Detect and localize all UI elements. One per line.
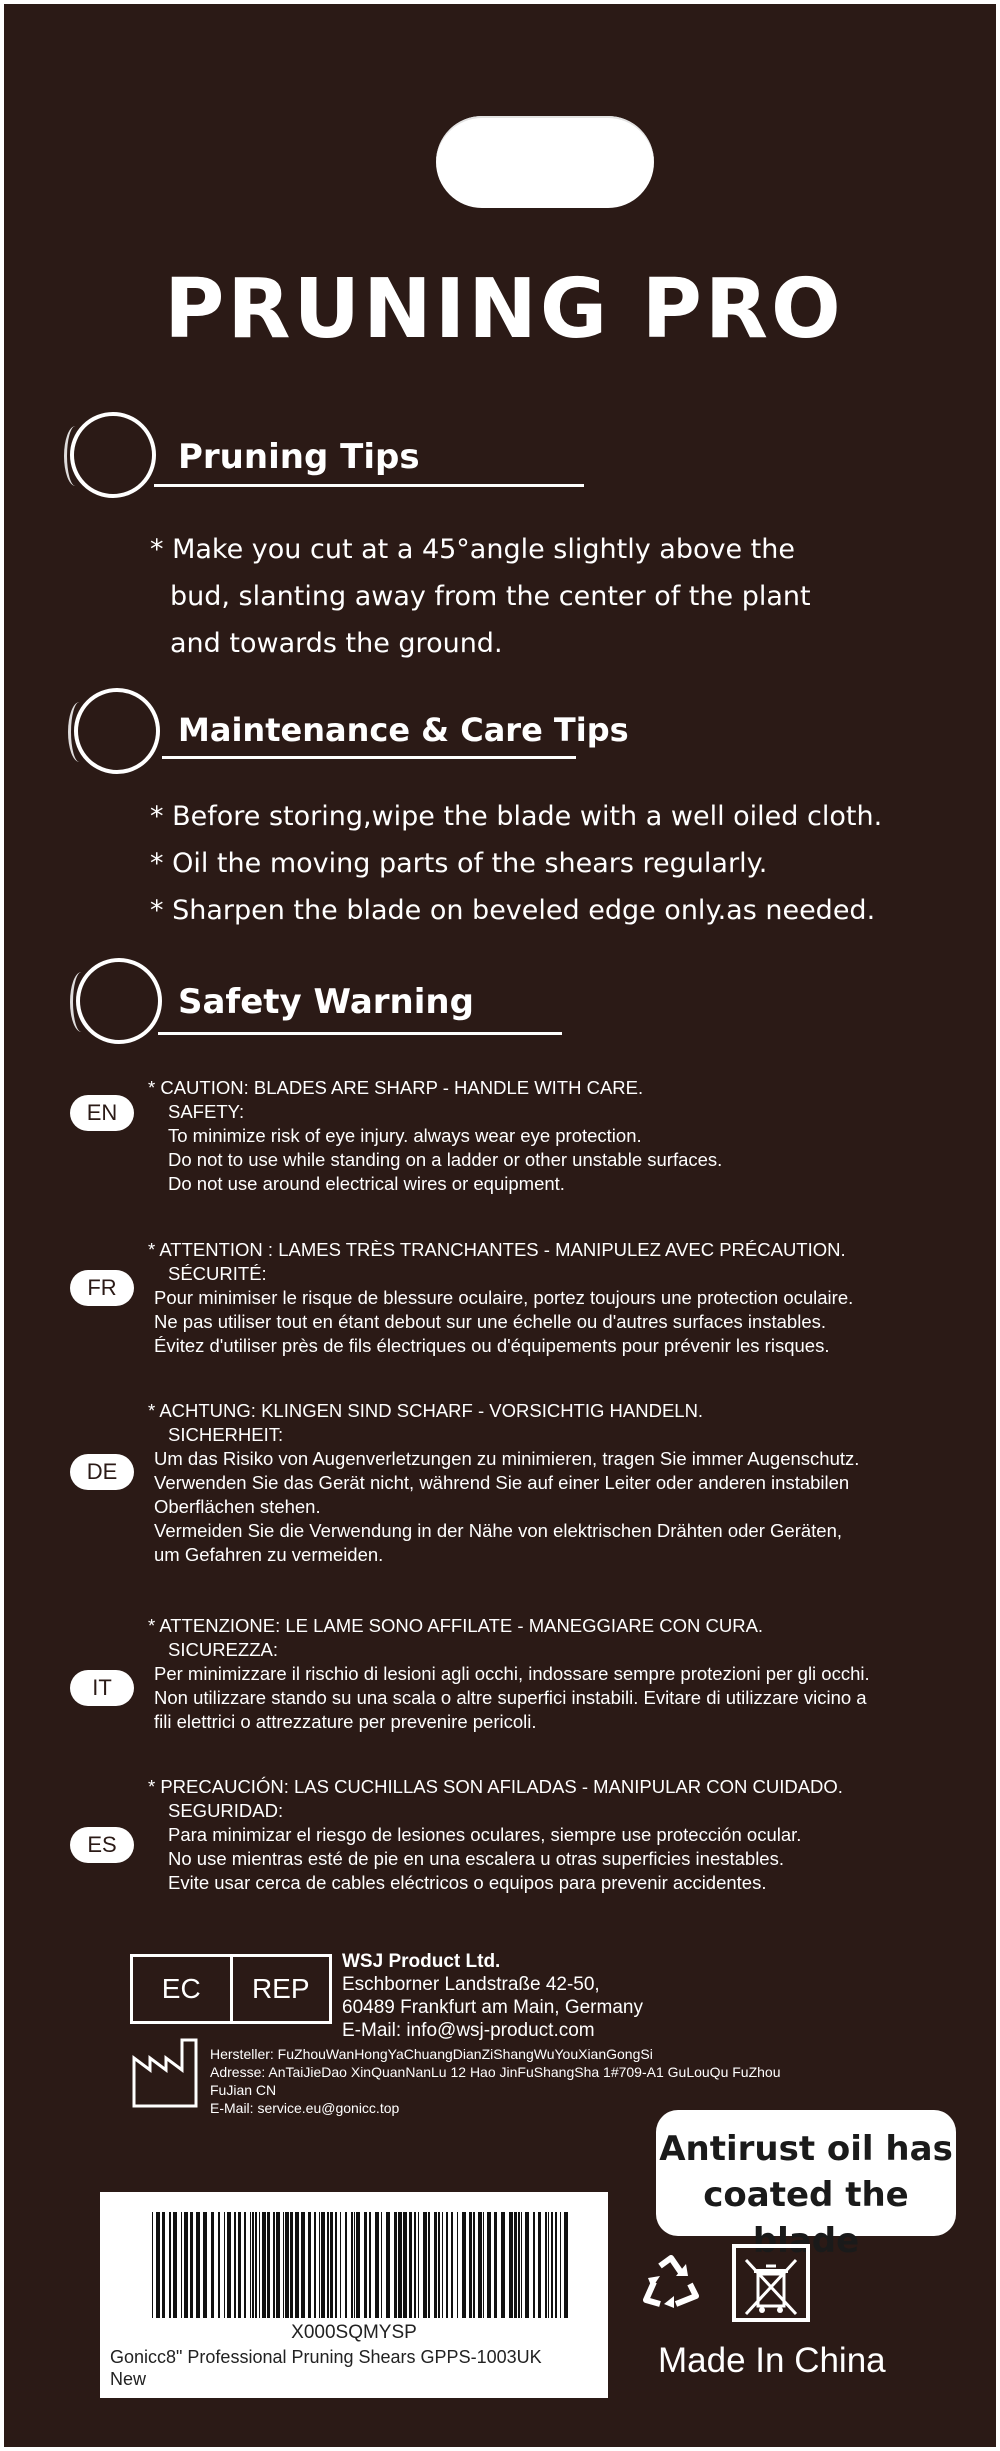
warning-block-de [148, 1399, 860, 1567]
warning-line: Non utilizzare stando su una scala o altre superfici instabili. Evitare di utilizzare vicino a [154, 1687, 867, 1708]
warning-label: SÉCURITÉ: [168, 1263, 267, 1284]
barcode-bar [501, 2212, 505, 2318]
safety-circle-icon [76, 958, 162, 1044]
warning-line: No use mientras esté de pie en una escalera u otras superficies inestables. [168, 1848, 784, 1869]
barcode-bar [462, 2212, 466, 2318]
barcode-bar [446, 2212, 448, 2318]
barcode-bar [267, 2212, 270, 2318]
barcode-bar [533, 2212, 535, 2318]
barcode-bar [398, 2212, 402, 2318]
barcode-bar [494, 2212, 497, 2318]
ec-label: EC [161, 1973, 201, 2004]
barcode-bar [244, 2212, 246, 2318]
product-title: PRUNING PRO [164, 262, 844, 357]
warning-block-en [148, 1076, 723, 1196]
antirust-line: Antirust oil has [659, 2129, 953, 2169]
barcode-bar [181, 2212, 182, 2318]
barcode-bar [551, 2212, 553, 2318]
barcode-bar [487, 2212, 491, 2318]
manufacturer-line: Adresse: AnTaiJieDao XinQuanNanLu 12 Hao JinFuShangSha 1#709-A1 GuLouQu FuZhou [210, 2064, 781, 2080]
warning-block-fr [148, 1238, 854, 1358]
maintenance-underline [162, 756, 576, 759]
manufacturer-line: Hersteller: FuZhouWanHongYaChuangDianZiShangWuYouXianGongSi [210, 2046, 653, 2062]
warning-line: Vermeiden Sie die Verwendung in der Nähe von elektrischen Drähten oder Geräten, [154, 1520, 843, 1541]
barcode-bar [414, 2212, 416, 2318]
barcode-bar [423, 2212, 427, 2318]
barcode-bar [335, 2212, 337, 2318]
barcode-bar [428, 2212, 430, 2318]
barcode-bar [227, 2212, 231, 2318]
barcode-bar [369, 2212, 371, 2318]
barcode-bar [308, 2212, 311, 2318]
barcode-bar [442, 2212, 443, 2318]
barcode-bar [394, 2212, 397, 2318]
barcode-bar [190, 2212, 193, 2318]
lang-badge-de: DE [70, 1454, 134, 1490]
barcode-bar [162, 2212, 165, 2318]
rep-label: REP [230, 1957, 330, 2021]
barcode-bar [518, 2212, 520, 2318]
ec-rep-box [130, 1954, 332, 2024]
barcode-bar [321, 2212, 325, 2318]
antirust-badge [656, 2110, 956, 2261]
warning-caution: * ACHTUNG: KLINGEN SIND SCHARF - VORSICHTIG HANDELN. [148, 1400, 704, 1421]
label-condition: New [110, 2369, 147, 2389]
barcode-bar [203, 2212, 207, 2318]
recycle-icon [640, 2254, 702, 2312]
warning-caution: * ATTENZIONE: LE LAME SONO AFFILATE - MANEGGIARE CON CURA. [148, 1615, 764, 1636]
safety-heading: Safety Warning [178, 982, 474, 1022]
barcode-bar [525, 2212, 529, 2318]
company-address-1: Eschborner Landstraße 42-50, [342, 1974, 600, 1995]
barcode-bar [285, 2212, 289, 2318]
company-email: E-Mail: info@wsj-product.com [342, 2020, 595, 2041]
barcode-bar [418, 2212, 419, 2318]
barcode-bar [469, 2212, 472, 2318]
barcode-bar [173, 2212, 177, 2318]
warning-line: Do not to use while standing on a ladder or other unstable surfaces. [168, 1149, 723, 1170]
warning-line: Pour minimiser le risque de blessure oculaire, portez toujours une protection oculaire. [154, 1287, 854, 1308]
warning-line: Para minimizar el riesgo de lesiones oculares, siempre use protección ocular. [168, 1824, 802, 1845]
barcode-bar [295, 2212, 299, 2318]
warning-line: Per minimizzare il rischio di lesioni agli occhi, indossare sempre protezioni per gli occhi. [154, 1663, 870, 1684]
barcode-bar [364, 2212, 367, 2318]
warning-line: um Gefahren zu vermeiden. [154, 1544, 384, 1565]
barcode-bar [545, 2212, 547, 2318]
barcode-bar [434, 2212, 437, 2318]
warning-line: Do not use around electrical wires or equipment. [168, 1173, 565, 1194]
company-address-2: 60489 Frankfurt am Main, Germany [342, 1997, 643, 2018]
pruning-tips-heading: Pruning Tips [178, 437, 420, 477]
label-description: Gonicc8" Professional Pruning Shears GPPS-1003UK [110, 2347, 542, 2367]
barcode-bar [386, 2212, 390, 2318]
label-description-block [110, 2346, 542, 2390]
pruning-tips-underline [154, 484, 584, 487]
barcode-bar [314, 2212, 316, 2318]
barcode-bar [351, 2212, 353, 2318]
lang-badge-fr: FR [70, 1270, 134, 1306]
barcode-bar [548, 2212, 549, 2318]
barcode-bar [451, 2212, 453, 2318]
warning-caution: * CAUTION: BLADES ARE SHARP - HANDLE WITH CARE. [148, 1077, 644, 1098]
barcode-bar [273, 2212, 275, 2318]
label-code: X000SQMYSP [291, 2322, 417, 2343]
barcode-bar [252, 2212, 254, 2318]
barcode-bar [356, 2212, 360, 2318]
manufacturer-line: FuJian CN [210, 2082, 277, 2098]
barcode-bar [234, 2212, 236, 2318]
barcode-bar [259, 2212, 260, 2318]
maintenance-heading: Maintenance & Care Tips [178, 711, 629, 749]
barcode-bar [262, 2212, 266, 2318]
warning-line: Oberflächen stehen. [154, 1496, 321, 1517]
barcode-bar [483, 2212, 484, 2318]
warning-caution: * PRECAUCIÓN: LAS CUCHILLAS SON AFILADAS - MANIPULAR CON CUIDADO. [148, 1776, 843, 1797]
warning-line: To minimize risk of eye injury. always wear eye protection. [168, 1125, 642, 1146]
barcode-bar [409, 2212, 412, 2318]
barcode-bar [560, 2212, 561, 2318]
warning-label: SICUREZZA: [168, 1639, 278, 1660]
barcode-bar [290, 2212, 293, 2318]
barcode-bar [375, 2212, 379, 2318]
pruning-tip-line: * Make you cut at a 45°angle slightly above the [150, 534, 795, 565]
pruning-tips-circle-icon [70, 412, 156, 498]
barcode-bar [156, 2212, 160, 2318]
barcode-bar [555, 2212, 557, 2318]
barcode-bar [473, 2212, 475, 2318]
wheelie-bin-icon [732, 2244, 810, 2322]
warning-block-es [148, 1775, 843, 1895]
barcode-bar [250, 2212, 251, 2318]
barcode-bar [330, 2212, 333, 2318]
warning-label: SICHERHEIT: [168, 1424, 284, 1445]
barcode-bar [381, 2212, 382, 2318]
lang-badge-es: ES [70, 1827, 134, 1863]
barcode-bar [276, 2212, 280, 2318]
warning-line: Ne pas utiliser tout en étant debout sur une échelle ou d'autres surfaces instables. [154, 1311, 826, 1332]
eu-representative [342, 1950, 643, 2042]
warning-line: Verwenden Sie das Gerät nicht, während Sie auf einer Leiter oder anderen instabilen [154, 1472, 850, 1493]
safety-underline [158, 1032, 562, 1035]
barcode-bar [457, 2212, 458, 2318]
manufacturer-info [210, 2045, 781, 2117]
pruning-tip-line: and towards the ground. [170, 628, 503, 659]
barcode-bar [514, 2212, 517, 2318]
care-tip-line: * Sharpen the blade on beveled edge only.as needed. [150, 895, 876, 926]
barcode-bar [196, 2212, 200, 2318]
warning-line: Um das Risiko von Augenverletzungen zu minimieren, tragen Sie immer Augenschutz. [154, 1448, 860, 1469]
barcode-icon [152, 2212, 572, 2318]
barcode-bar [538, 2212, 541, 2318]
barcode-bar [301, 2212, 305, 2318]
lang-badge-en: EN [70, 1095, 134, 1131]
barcode-bar [283, 2212, 284, 2318]
warning-block-it [148, 1614, 870, 1734]
barcode-bar [564, 2212, 568, 2318]
care-tip-line: * Oil the moving parts of the shears regularly. [150, 848, 768, 879]
barcode-bar [218, 2212, 220, 2318]
barcode-bar [509, 2212, 513, 2318]
antirust-line: coated the blade [703, 2175, 909, 2261]
barcode-bar [403, 2212, 407, 2318]
warning-label: SAFETY: [168, 1101, 245, 1122]
barcode-bar [521, 2212, 522, 2318]
barcode-bar [345, 2212, 347, 2318]
company-name: WSJ Product Ltd. [342, 1951, 501, 1972]
maintenance-circle-icon [74, 688, 160, 774]
barcode-bar [152, 2212, 153, 2318]
barcode-bar [438, 2212, 440, 2318]
barcode-bar [211, 2212, 214, 2318]
barcode-bar [319, 2212, 320, 2318]
warning-line: Évitez d'utiliser près de fils électriques ou d'équipements pour prévenir les risques. [154, 1335, 830, 1356]
warning-label: SEGURIDAD: [168, 1800, 284, 1821]
barcode-bar [184, 2212, 188, 2318]
care-tip-line: * Before storing,wipe the blade with a well oiled cloth. [150, 801, 883, 832]
barcode-bar [354, 2212, 355, 2318]
barcode-bar [340, 2212, 341, 2318]
pruning-tip-line: bud, slanting away from the center of the plant [170, 581, 811, 612]
product-label [100, 2192, 608, 2398]
hang-hole [436, 116, 654, 208]
warning-line: fili elettrici o attrezzature per prevenire pericoli. [154, 1711, 537, 1732]
made-in-label: Made In China [658, 2341, 886, 2380]
warning-caution: * ATTENTION : LAMES TRÈS TRANCHANTES - MANIPULEZ AVEC PRÉCAUTION. [148, 1239, 846, 1260]
barcode-bar [169, 2212, 171, 2318]
package-card [4, 4, 996, 2447]
warning-line: Evite usar cerca de cables eléctricos o equipos para prevenir accidentes. [168, 1872, 767, 1893]
barcode-bar [255, 2212, 257, 2318]
barcode-bar [478, 2212, 482, 2318]
barcode-bar [327, 2212, 329, 2318]
barcode-bar [238, 2212, 241, 2318]
factory-icon [130, 2036, 208, 2108]
barcode-bar [224, 2212, 225, 2318]
manufacturer-line: E-Mail: service.eu@gonicc.top [210, 2100, 400, 2116]
lang-badge-it: IT [70, 1670, 134, 1706]
